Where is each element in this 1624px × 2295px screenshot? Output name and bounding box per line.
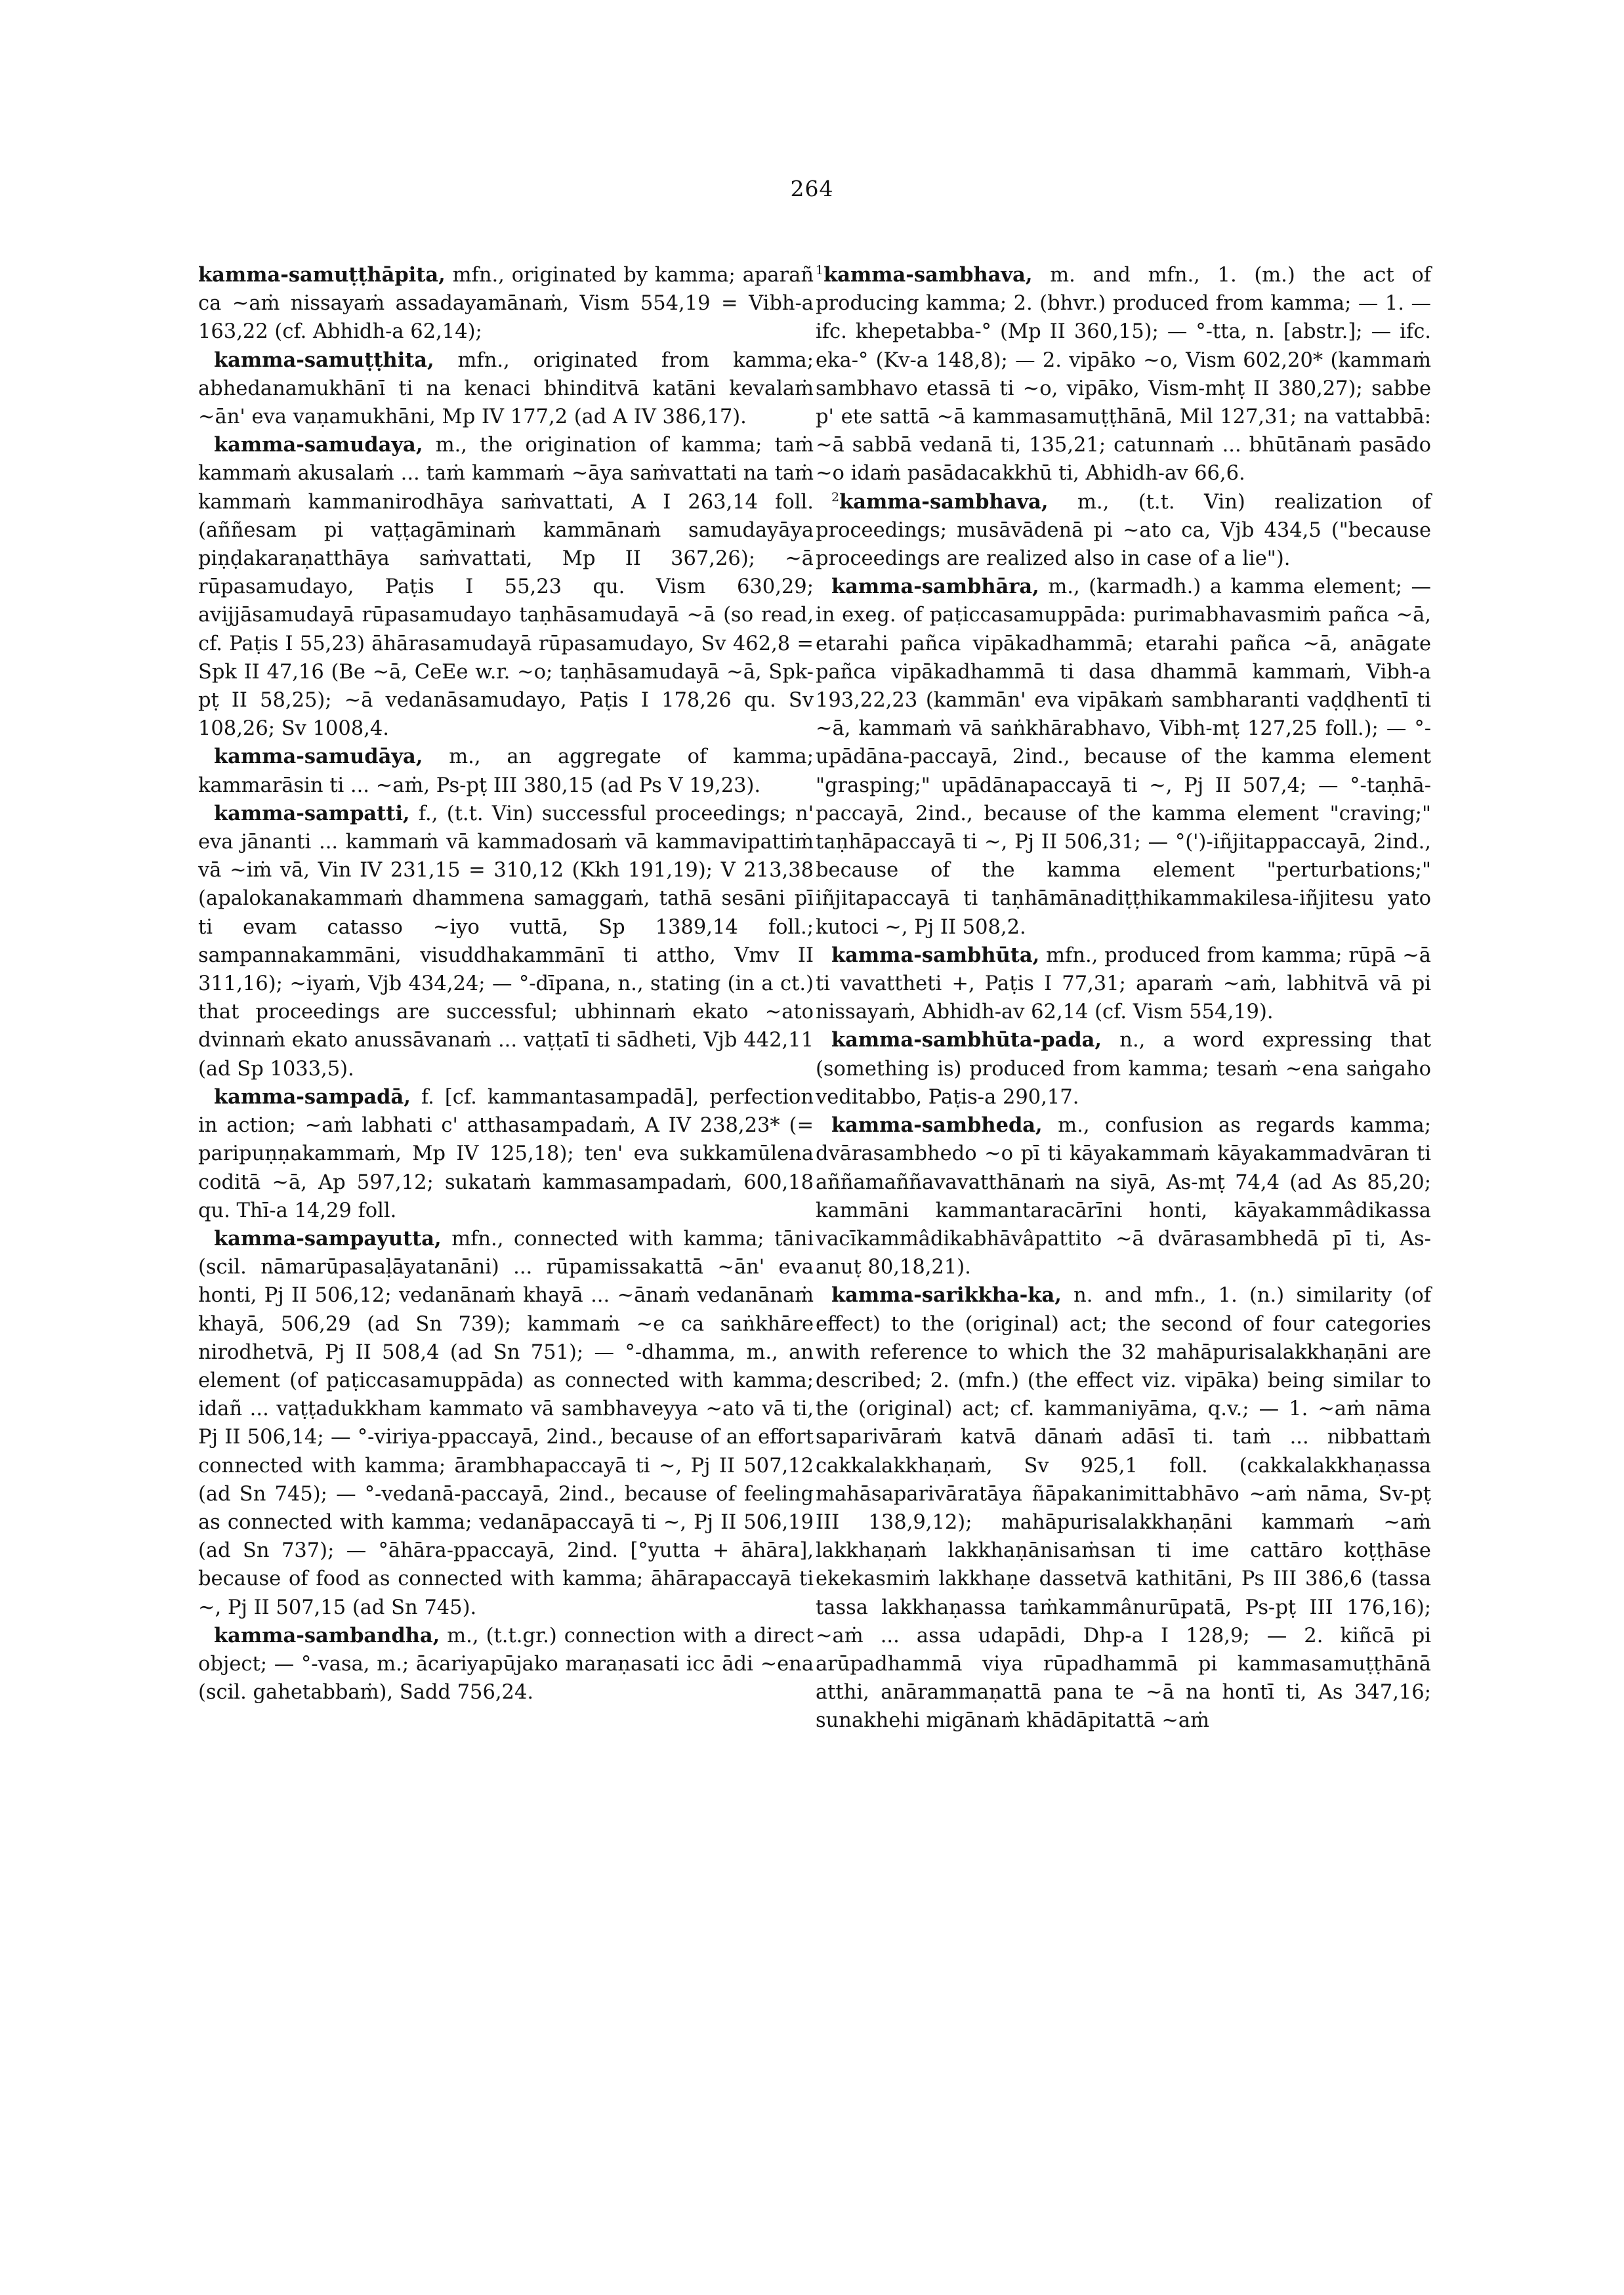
entry-headword: kamma-samudāya,	[214, 745, 423, 769]
dictionary-entry	[198, 261, 814, 346]
entry-definition: m. and mfn., 1. (m.) the act of producing kamma; 2. (bhvr.) produced from kamma; — 1. — ifc. khepetabba-° (Mp II 360,15); — °-tta, n. [abstr.]; — ifc. eka-° (Kv-a 148,8); — 2. vipāko ~o, Vism 602,20* (kammaṁ sambhavo etassā ti ~o, vipāko, Vism-mhṭ II 380,27); sabbe p' ete sattā ~ā kammasamuṭṭhānā, Mil 127,31; na vattabbā: ~ā sabbā vedanā ti, 135,21; catunnaṁ ... bhūtānaṁ pasādo ~o idaṁ pasādacakkhū ti, Abhidh-av 66,6.	[816, 264, 1431, 486]
entry-headword: kamma-sambhāra,	[831, 575, 1039, 599]
entry-headword: kamma-sambandha,	[214, 1623, 440, 1647]
dictionary-entry	[816, 1026, 1431, 1111]
dictionary-entry	[816, 261, 1431, 488]
entry-definition: mfn., produced from kamma; rūpā ~ā ti vavattheti +, Paṭis I 77,31; aparaṁ ~aṁ, labhitvā vā pi nissayaṁ, Abhidh-av 62,14 (cf. Vism 554,19).	[816, 943, 1431, 1024]
entry-headword: kamma-samuṭṭhāpita,	[198, 263, 446, 287]
page-number: 264	[790, 176, 834, 201]
dictionary-entry	[198, 1083, 814, 1225]
entry-definition: mfn., originated by kamma; aparañ ca ~aṁ nissayaṁ assadayamānaṁ, Vism 554,19 = Vibh-a 163,22 (cf. Abhidh-a 62,14);	[198, 264, 814, 344]
entry-definition: mfn., originated from kamma; abhedanamukhānī ti na kenaci bhinditvā katāni kevalaṁ ~ān' eva vaṇamukhāni, Mp IV 177,2 (ad A IV 386,17).	[198, 348, 814, 429]
entry-headword: kamma-sampadā,	[214, 1085, 411, 1109]
entry-definition: mfn., connected with kamma; tāni (scil. nāmarūpasaḷāyatanāni) ... rūpamissakattā ~ān' eva honti, Pj II 506,12; vedanānaṁ khayā ... ~ānaṁ vedanānaṁ khayā, 506,29 (ad Sn 739); kammaṁ ~e ca saṅkhāre nirodhetvā, Pj II 508,4 (ad Sn 751); — °-dhamma, m., an element (of paṭiccasamuppāda) as connected with kamma; idañ ... vaṭṭadukkham kammato vā sambhaveyya ~ato vā ti, Pj II 506,14; — °-viriya-ppaccayā, 2ind., because of an effort connected with kamma; ārambhapaccayā ti ~, Pj II 507,12 (ad Sn 745); — °-vedanā-paccayā, 2ind., because of feeling as connected with kamma; vedanāpaccayā ti ~, Pj II 506,19 (ad Sn 737); — °āhāra-ppaccayā, 2ind. [°yutta + āhāra], because of food as connected with kamma; āhārapaccayā ti ~, Pj II 507,15 (ad Sn 745).	[198, 1227, 814, 1619]
entry-headword: kamma-sambhūta-pada,	[831, 1028, 1102, 1052]
dictionary-entry	[816, 1281, 1431, 1735]
entry-headword: kamma-sambhūta,	[831, 943, 1040, 967]
dictionary-entry	[198, 1622, 814, 1707]
dictionary-entry	[198, 743, 814, 799]
entry-headword: kamma-sambhava,	[823, 263, 1033, 287]
dictionary-entry	[198, 431, 814, 743]
right-column	[816, 261, 1431, 1735]
entry-definition: f. [cf. kammantasampadā], perfection in action; ~aṁ labhati c' atthasampadaṁ, A IV 238,23* (= paripuṇṇakammaṁ, Mp IV 125,18); ten' eva sukkamūlena coditā ~ā, Ap 597,12; sukataṁ kammasampadaṁ, 600,18 qu. Thī-a 14,29 foll.	[198, 1085, 814, 1222]
entry-definition: n., a word expressing that (something is) produced from kamma; tesaṁ ~ena saṅgaho veditabbo, Paṭis-a 290,17.	[816, 1029, 1431, 1109]
entry-definition: m., an aggregate of kamma; kammarāsin ti ... ~aṁ, Ps-pṭ III 380,15 (ad Ps V 19,23).	[198, 745, 814, 797]
entry-definition: f., (t.t. Vin) successful proceedings; n' eva jānanti ... kammaṁ vā kammadosaṁ vā kammavipattiṁ vā ~iṁ vā, Vin IV 231,15 = 310,12 (Kkh 191,19); V 213,38 (apalokanakammaṁ dhammena samaggaṁ, tathā sesāni pī ti evam catasso ~iyo vuttā, Sp 1389,14 foll.; sampannakammāni, visuddhakammānī ti attho, Vmv II 311,16); ~iyaṁ, Vjb 434,24; — °-dīpana, n., stating (in a ct.) that proceedings are successful; ubhinnaṁ ekato ~ato dvinnaṁ ekato anussāvanaṁ ... vaṭṭatī ti sādheti, Vjb 442,11 (ad Sp 1033,5).	[198, 802, 814, 1081]
dictionary-entry	[198, 346, 814, 432]
entry-definition: m., confusion as regards kamma; dvārasambhedo ~o pī ti kāyakammaṁ kāyakammadvāran ti aññamaññavavatthānaṁ na siyā, As-mṭ 74,4 (ad As 85,20; kammāni kammantaracārīni honti, kāyakammâdikassa vacīkammâdikabhāvâpattito ~ā dvārasambhedā pī ti, As-anuṭ 80,18,21).	[816, 1114, 1432, 1279]
dictionary-entry	[816, 488, 1431, 573]
dictionary-entry	[816, 941, 1431, 1027]
entry-headword: kamma-samudaya,	[214, 433, 423, 457]
dictionary-entry	[198, 1225, 814, 1622]
entry-headword: kamma-sarikkha-ka,	[831, 1283, 1062, 1308]
entry-headword: kamma-sampayutta,	[214, 1226, 442, 1251]
entry-definition: n. and mfn., 1. (n.) similarity (of effect) to the (original) act; the second of four categories with reference to which the 32 mahāpurisalakkhaṇāni are described; 2. (mfn.) (the effect viz. vipāka) being similar to the (original) act; cf. kammaniyāma, q.v.; — 1. ~aṁ nāma saparivāraṁ katvā dānaṁ adāsī ti. taṁ ... nibbattaṁ cakkalakkhaṇaṁ, Sv 925,1 foll. (cakkalakkhaṇassa mahāsaparivāratāya ñāpakanimittabhāvo ~aṁ nāma, Sv-pṭ III 138,9,12); mahāpurisalakkhaṇāni kammaṁ ~aṁ lakkhaṇaṁ lakkhaṇānisaṁsan ti ime cattāro koṭṭhāse ekekasmiṁ lakkhaṇe dassetvā kathitāni, Ps III 386,6 (tassa tassa lakkhaṇassa taṁkammânurūpatā, Ps-pṭ III 176,16); ~aṁ ... assa udapādi, Dhp-a I 128,9; — 2. kiñcā pi arūpadhammā viya rūpadhammā pi kammasamuṭṭhānā atthi, anārammaṇattā pana te ~ā na hontī ti, As 347,16; sunakhehi migānaṁ khādāpitattā ~aṁ	[816, 1284, 1431, 1733]
entry-headword: kamma-samuṭṭhita,	[214, 348, 434, 372]
entry-definition: m., the origination of kamma; taṁ kammaṁ akusalaṁ ... taṁ kammaṁ ~āya saṁvattati na taṁ kammaṁ kammanirodhāya saṁvattati, A I 263,14 foll. (aññesam pi vaṭṭagāminaṁ kammānaṁ samudayāya piṇḍakaraṇatthāya saṁvattati, Mp II 367,26); ~ā rūpasamudayo, Paṭis I 55,23 qu. Vism 630,29; avijjāsamudayā rūpasamudayo taṇhāsamudayā ~ā (so read, cf. Paṭis I 55,23) āhārasamudayā rūpasamudayo, Sv 462,8 = Spk II 47,16 (Be ~ā, CeEe w.r. ~o; taṇhāsamudayā ~ā, Spk-pṭ II 58,25); ~ā vedanāsamudayo, Paṭis I 178,26 qu. Sv 108,26; Sv 1008,4.	[198, 434, 814, 741]
dictionary-entry	[816, 1111, 1431, 1281]
entry-headword: kamma-sampatti,	[214, 801, 410, 825]
entry-headword: kamma-sambheda,	[831, 1113, 1043, 1138]
homonym-number: 1	[816, 262, 824, 278]
entry-headword: kamma-sambhava,	[839, 489, 1049, 514]
dictionary-entry	[198, 800, 814, 1083]
entry-definition: m., (karmadh.) a kamma element; — in exeg. of paṭiccasamuppāda: purimabhavasmiṁ pañca ~ā, etarahi pañca vipākadhammā; etarahi pañca ~ā, anāgate pañca vipākadhammā ti dasa dhammā kammaṁ, Vibh-a 193,22,23 (kammān' eva vipākaṁ sambharanti vaḍḍhentī ti ~ā, kammaṁ vā saṅkhārabhavo, Vibh-mṭ 127,25 foll.); — °-upādāna-paccayā, 2ind., because of the kamma element "grasping;" upādānapaccayā ti ~, Pj II 507,4; — °-taṇhā-paccayā, 2ind., because of the kamma element "craving;" taṇhāpaccayā ti ~, Pj II 506,31; — °(')-iñjitappaccayā, 2ind., because of the kamma element "perturbations;" iñjitapaccayā ti taṇhāmānadiṭṭhikammakilesa-iñjitesu yato kutoci ~, Pj II 508,2.	[816, 575, 1431, 939]
entry-definition: m., (t.t. Vin) realization of proceedings; musāvādenā pi ~ato ca, Vjb 434,5 ("because proceedings are realized also in case of a lie").	[816, 490, 1431, 571]
entry-definition: m., (t.t.gr.) connection with a direct object; — °-vasa, m.; ācariyapūjako maraṇasati icc ādi ~ena (scil. gahetabbaṁ), Sadd 756,24.	[198, 1624, 814, 1705]
left-column	[198, 261, 814, 1706]
homonym-number: 2	[831, 489, 840, 505]
dictionary-entry	[816, 573, 1431, 941]
